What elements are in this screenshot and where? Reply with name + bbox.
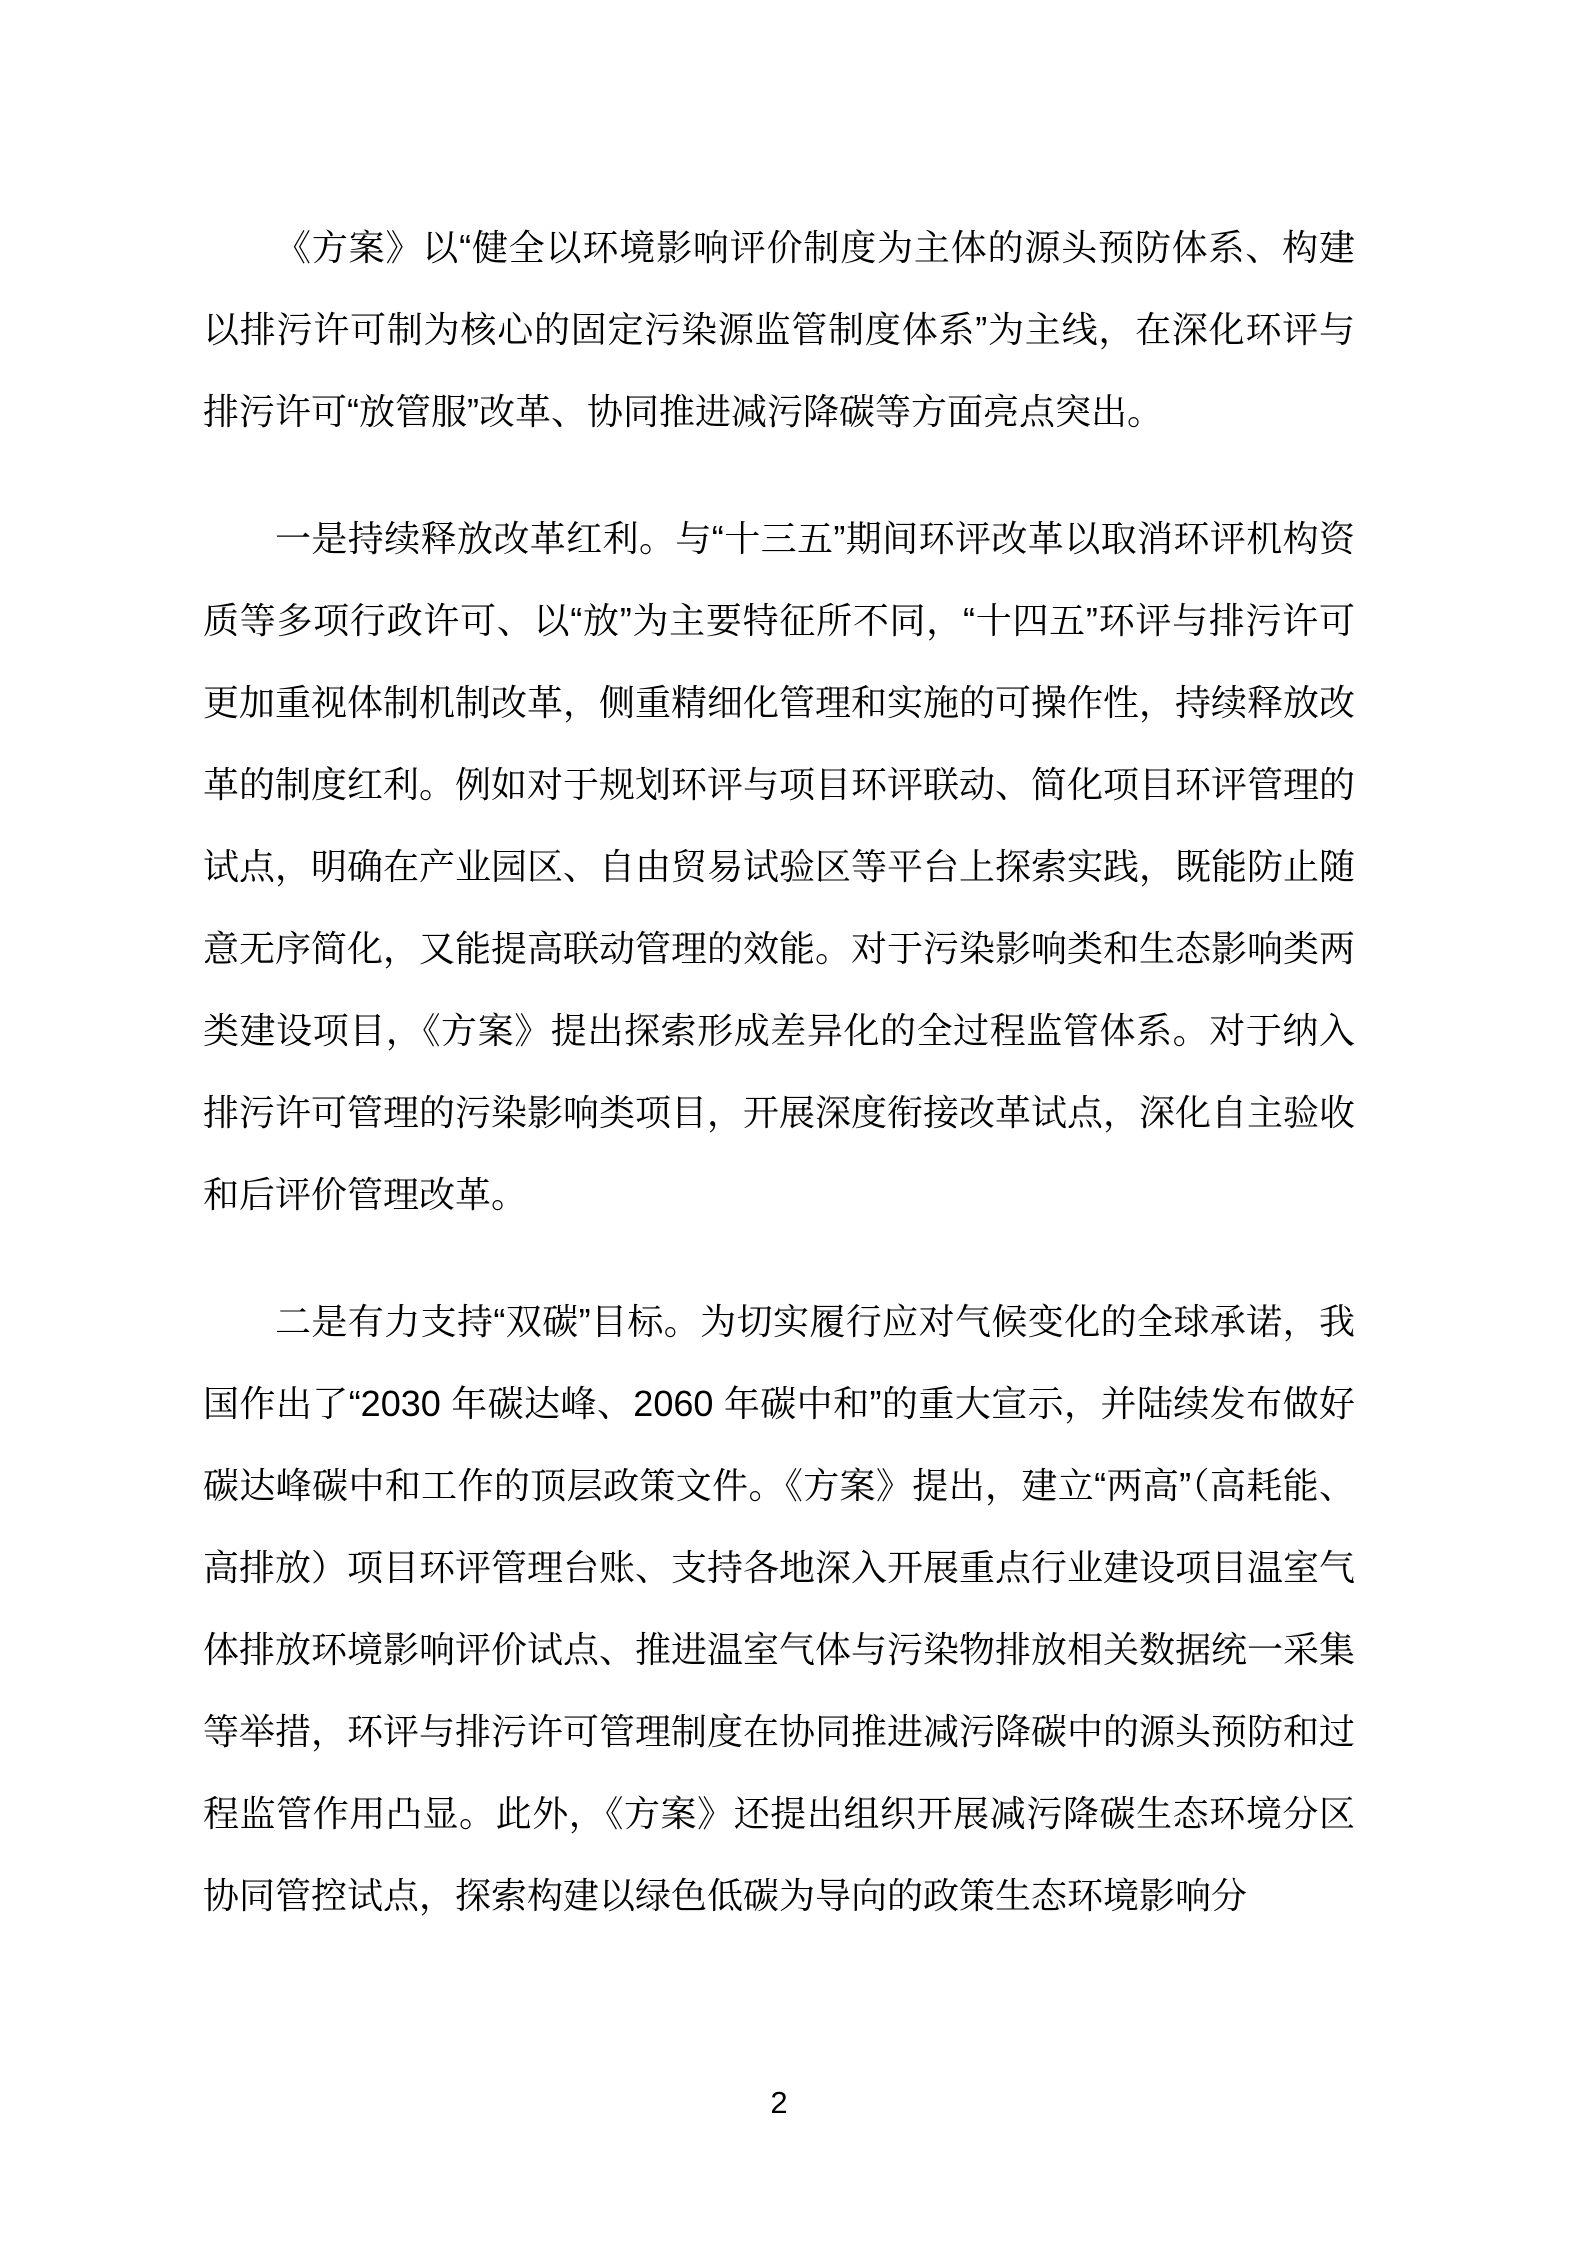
paragraph-point-two: 二是有力支持“双碳”目标。为切实履行应对气候变化的全球承诺，我国作出了“2030 年碳达峰、2060 年碳中和”的重大宣示，并陆续发布做好碳达峰碳中和工作的顶层政策文件。《方案》提出，建立“两高”（高耗能、高排放）项目环评管理台账、支持各地深入开展重点行业建设项目温室气体排放环境影响评价试点、推进温室气体与污染物排放相关数据统一采集等举措，环评与排污许可管理制度在协同推进减污降碳中的源头预防和过程监管作用凸显。此外，《方案》还提出组织开展减污降碳生态环境分区协同管控试点，探索构建以绿色低碳为导向的政策生态环境影响分	[203, 1301, 1356, 1916]
document-body	[203, 207, 1355, 1937]
page-footer	[203, 2083, 1355, 2123]
paragraph-point-one: 一是持续释放改革红利。与“十三五”期间环评改革以取消环评机构资质等多项行政许可、以“放”为主要特征所不同，“十四五”环评与排污许可更加重视体制机制改革，侧重精细化管理和实施的可操作性，持续释放改革的制度红利。例如对于规划环评与项目环评联动、简化项目环评管理的试点，明确在产业园区、自由贸易试验区等平台上探索实践，既能防止随意无序简化，又能提高联动管理的效能。对于污染影响类和生态影响类两类建设项目，《方案》提出探索形成差异化的全过程监管体系。对于纳入排污许可管理的污染影响类项目，开展深度衔接改革试点，深化自主验收和后评价管理改革。	[203, 518, 1356, 1215]
page-number: 2	[770, 2085, 788, 2120]
paragraph-intro: 《方案》以“健全以环境影响评价制度为主体的源头预防体系、构建以排污许可制为核心的固定污染源监管制度体系”为主线，在深化环评与排污许可“放管服”改革、协同推进减污降碳等方面亮点突出。	[203, 227, 1355, 432]
